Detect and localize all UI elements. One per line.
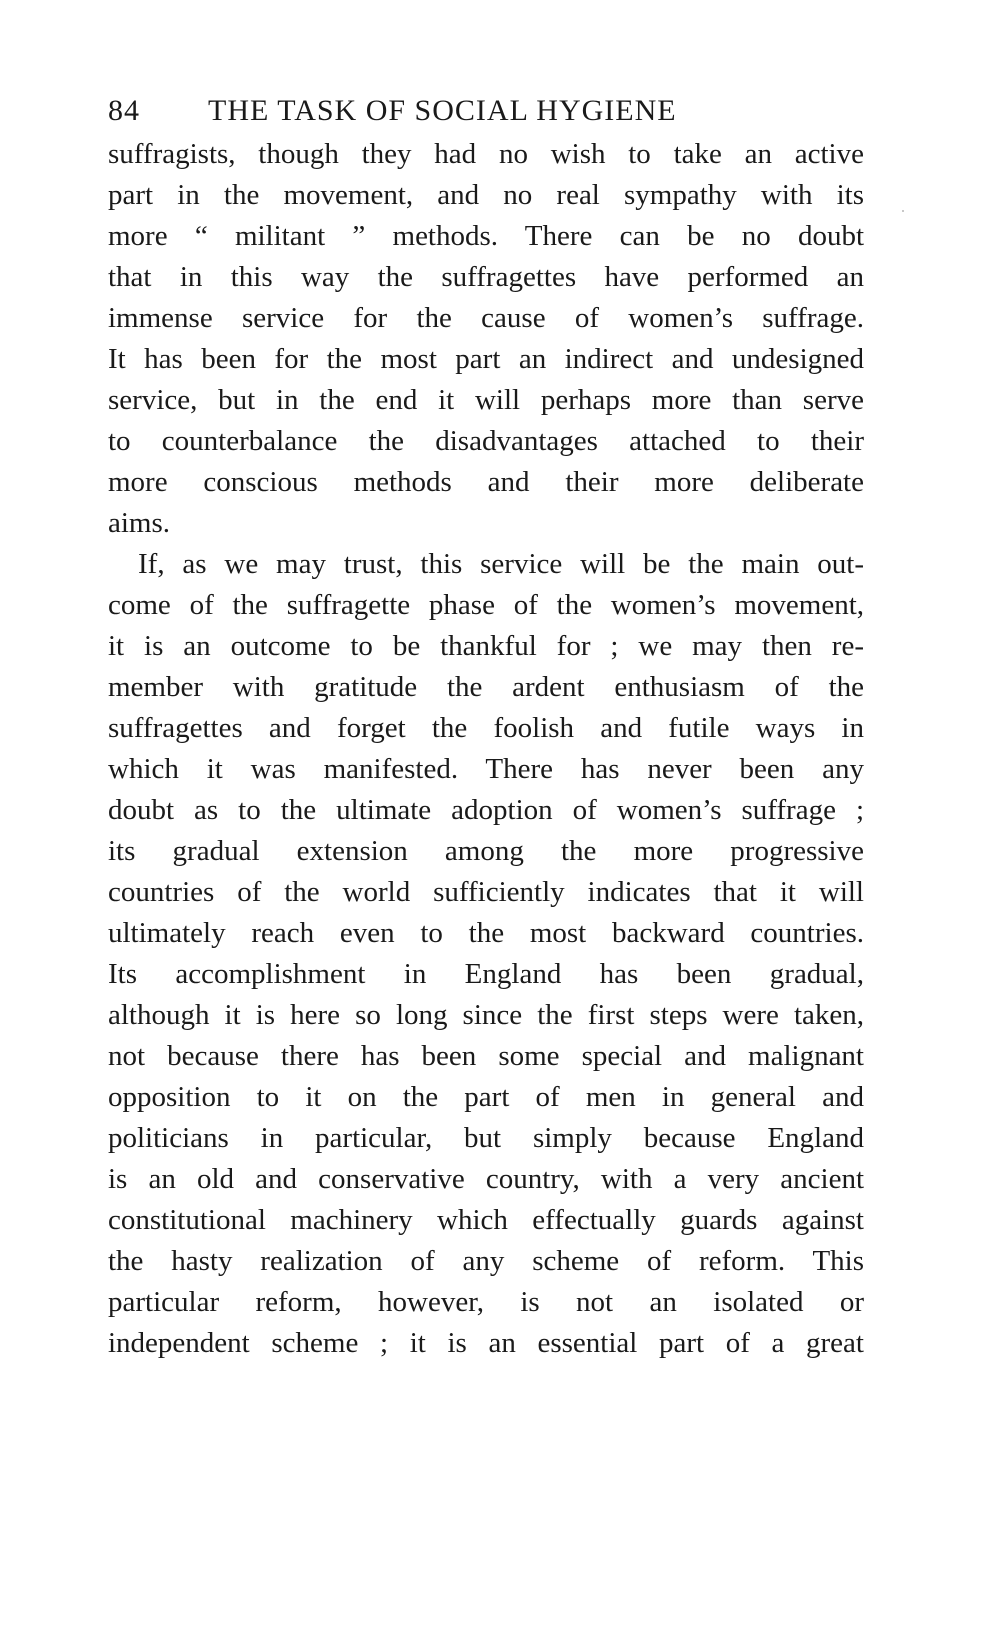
text-line: part in the movement, and no real sympathy with its [108, 179, 864, 211]
text-line: aims. [108, 507, 171, 539]
scan-speck [902, 210, 904, 212]
text-line: immense service for the cause of women’s suffrage. [108, 302, 864, 334]
text-line: Its accomplishment in England has been gradual, [108, 958, 864, 990]
text-line: If, as we may trust, this service will be the main out- [138, 548, 864, 580]
text-line: particular reform, however, is not an isolated or [108, 1286, 864, 1318]
text-line: more “ militant ” methods. There can be no doubt [108, 220, 864, 252]
text-line: suffragettes and forget the foolish and futile ways in [108, 712, 864, 744]
text-line: which it was manifested. There has never been any [108, 753, 864, 785]
text-line: more conscious methods and their more deliberate [108, 466, 864, 498]
text-line: the hasty realization of any scheme of reform. This [108, 1245, 864, 1277]
running-head [108, 88, 864, 134]
text-line: ultimately reach even to the most backward countries. [108, 917, 864, 949]
text-line: countries of the world sufficiently indicates that it will [108, 876, 864, 908]
paragraph-2 [108, 544, 864, 1364]
text-line: independent scheme ; it is an essential part of a great [108, 1327, 864, 1359]
text-line: suffragists, though they had no wish to take an active [108, 138, 864, 170]
text-line: It has been for the most part an indirect and undesigned [108, 343, 864, 375]
running-title: THE TASK OF SOCIAL HYGIENE [208, 94, 677, 127]
page-number: 84 [108, 94, 140, 127]
text-line: that in this way the suffragettes have performed an [108, 261, 864, 293]
text-line: member with gratitude the ardent enthusiasm of the [108, 671, 864, 703]
text-line: doubt as to the ultimate adoption of women’s suffrage ; [108, 794, 864, 826]
text-line: although it is here so long since the first steps were taken, [108, 999, 864, 1031]
text-line: to counterbalance the disadvantages attached to their [108, 425, 864, 457]
text-line: opposition to it on the part of men in general and [108, 1081, 864, 1113]
text-line: politicians in particular, but simply because England [108, 1122, 864, 1154]
text-line: its gradual extension among the more progressive [108, 835, 864, 867]
text-line: not because there has been some special and malignant [108, 1040, 864, 1072]
text-line: service, but in the end it will perhaps more than serve [108, 384, 864, 416]
text-line: is an old and conservative country, with a very ancient [108, 1163, 864, 1195]
text-line: constitutional machinery which effectually guards against [108, 1204, 864, 1236]
text-line: it is an outcome to be thankful for ; we may then re- [108, 630, 864, 662]
text-line: come of the suffragette phase of the women’s movement, [108, 589, 864, 621]
paragraph-1 [108, 134, 864, 544]
book-page [108, 88, 864, 1364]
